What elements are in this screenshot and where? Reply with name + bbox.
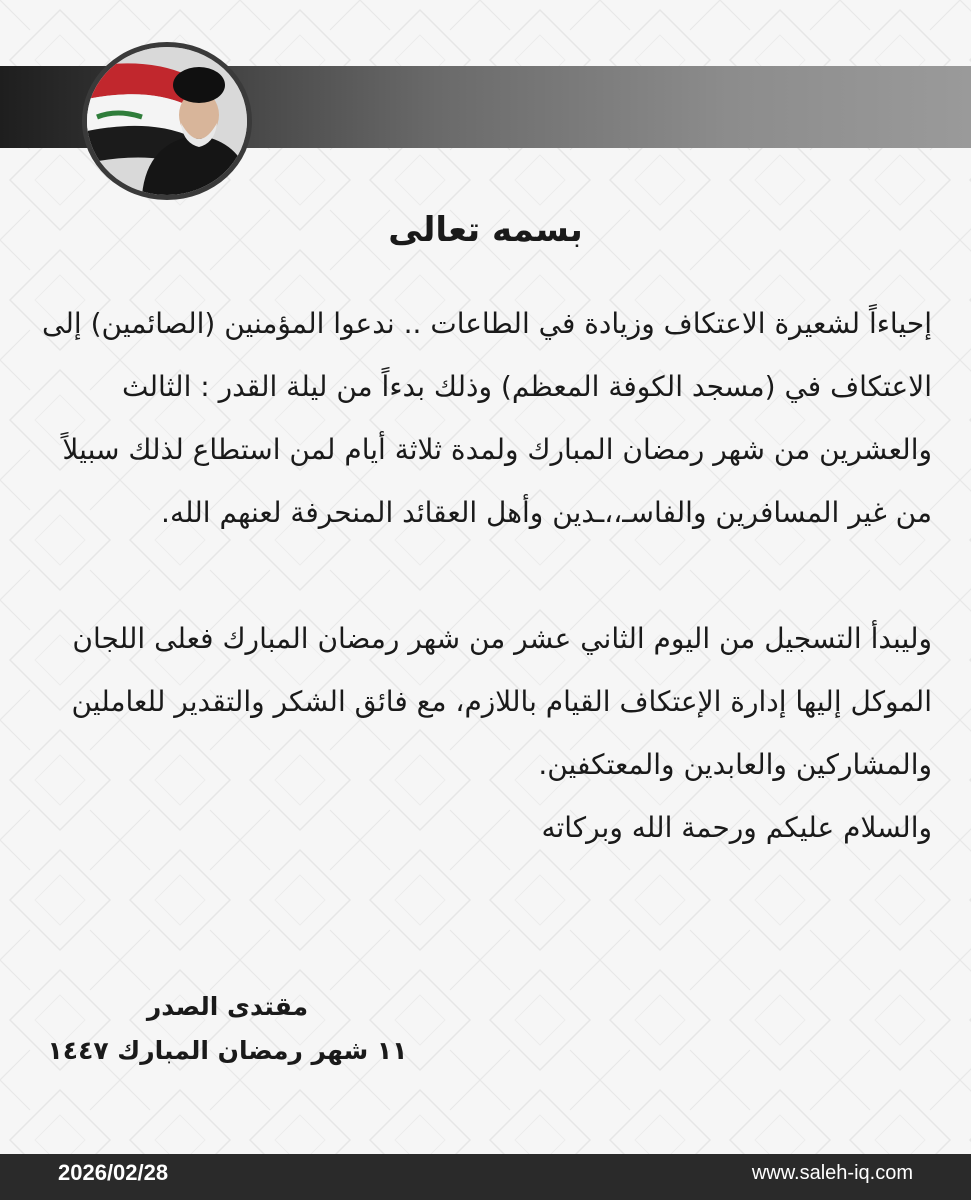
- paragraph-spacer: [38, 544, 932, 607]
- statement-paragraph: وليبدأ التسجيل من اليوم الثاني عشر من شهر رمضان المبارك فعلى اللجان الموكل إليها إدارة الإعتكاف القيام باللازم، مع فائق الشكر والتقدير للعاملين والمشاركين والعابدين والمعتكفين.: [71, 622, 932, 781]
- signatory-name: مقتدى الصدر: [146, 992, 309, 1021]
- statement-title: بسمه تعالى: [388, 210, 583, 250]
- signature-date: ١١ شهر رمضان المبارك ١٤٤٧: [47, 1036, 408, 1065]
- footer-date: 2026/02/28: [58, 1160, 169, 1185]
- statement-paragraph: إحياءاً لشعيرة الاعتكاف وزيادة في الطاعات .. ندعوا المؤمنين (الصائمين) إلى الاعتكاف في (مسجد الكوفة المعظم) وذلك بدءاً من ليلة القدر : الثالث والعشرين من شهر رمضان المبارك ولمدة ثلاثة أيام لمن استطاع لذلك سبيلاً من غير المسافرين والفاسـ،،ـدين وأهل العقائد المنحرفة لعنهم الله.: [42, 307, 932, 529]
- signature-block: [40, 985, 415, 1073]
- footer-bar: [0, 1154, 971, 1200]
- portrait-image: [82, 42, 252, 200]
- statement-body: [38, 292, 932, 859]
- closing-greeting: والسلام عليكم ورحمة الله وبركاته: [541, 811, 932, 844]
- website-link[interactable]: www.saleh-iq.com: [751, 1162, 913, 1184]
